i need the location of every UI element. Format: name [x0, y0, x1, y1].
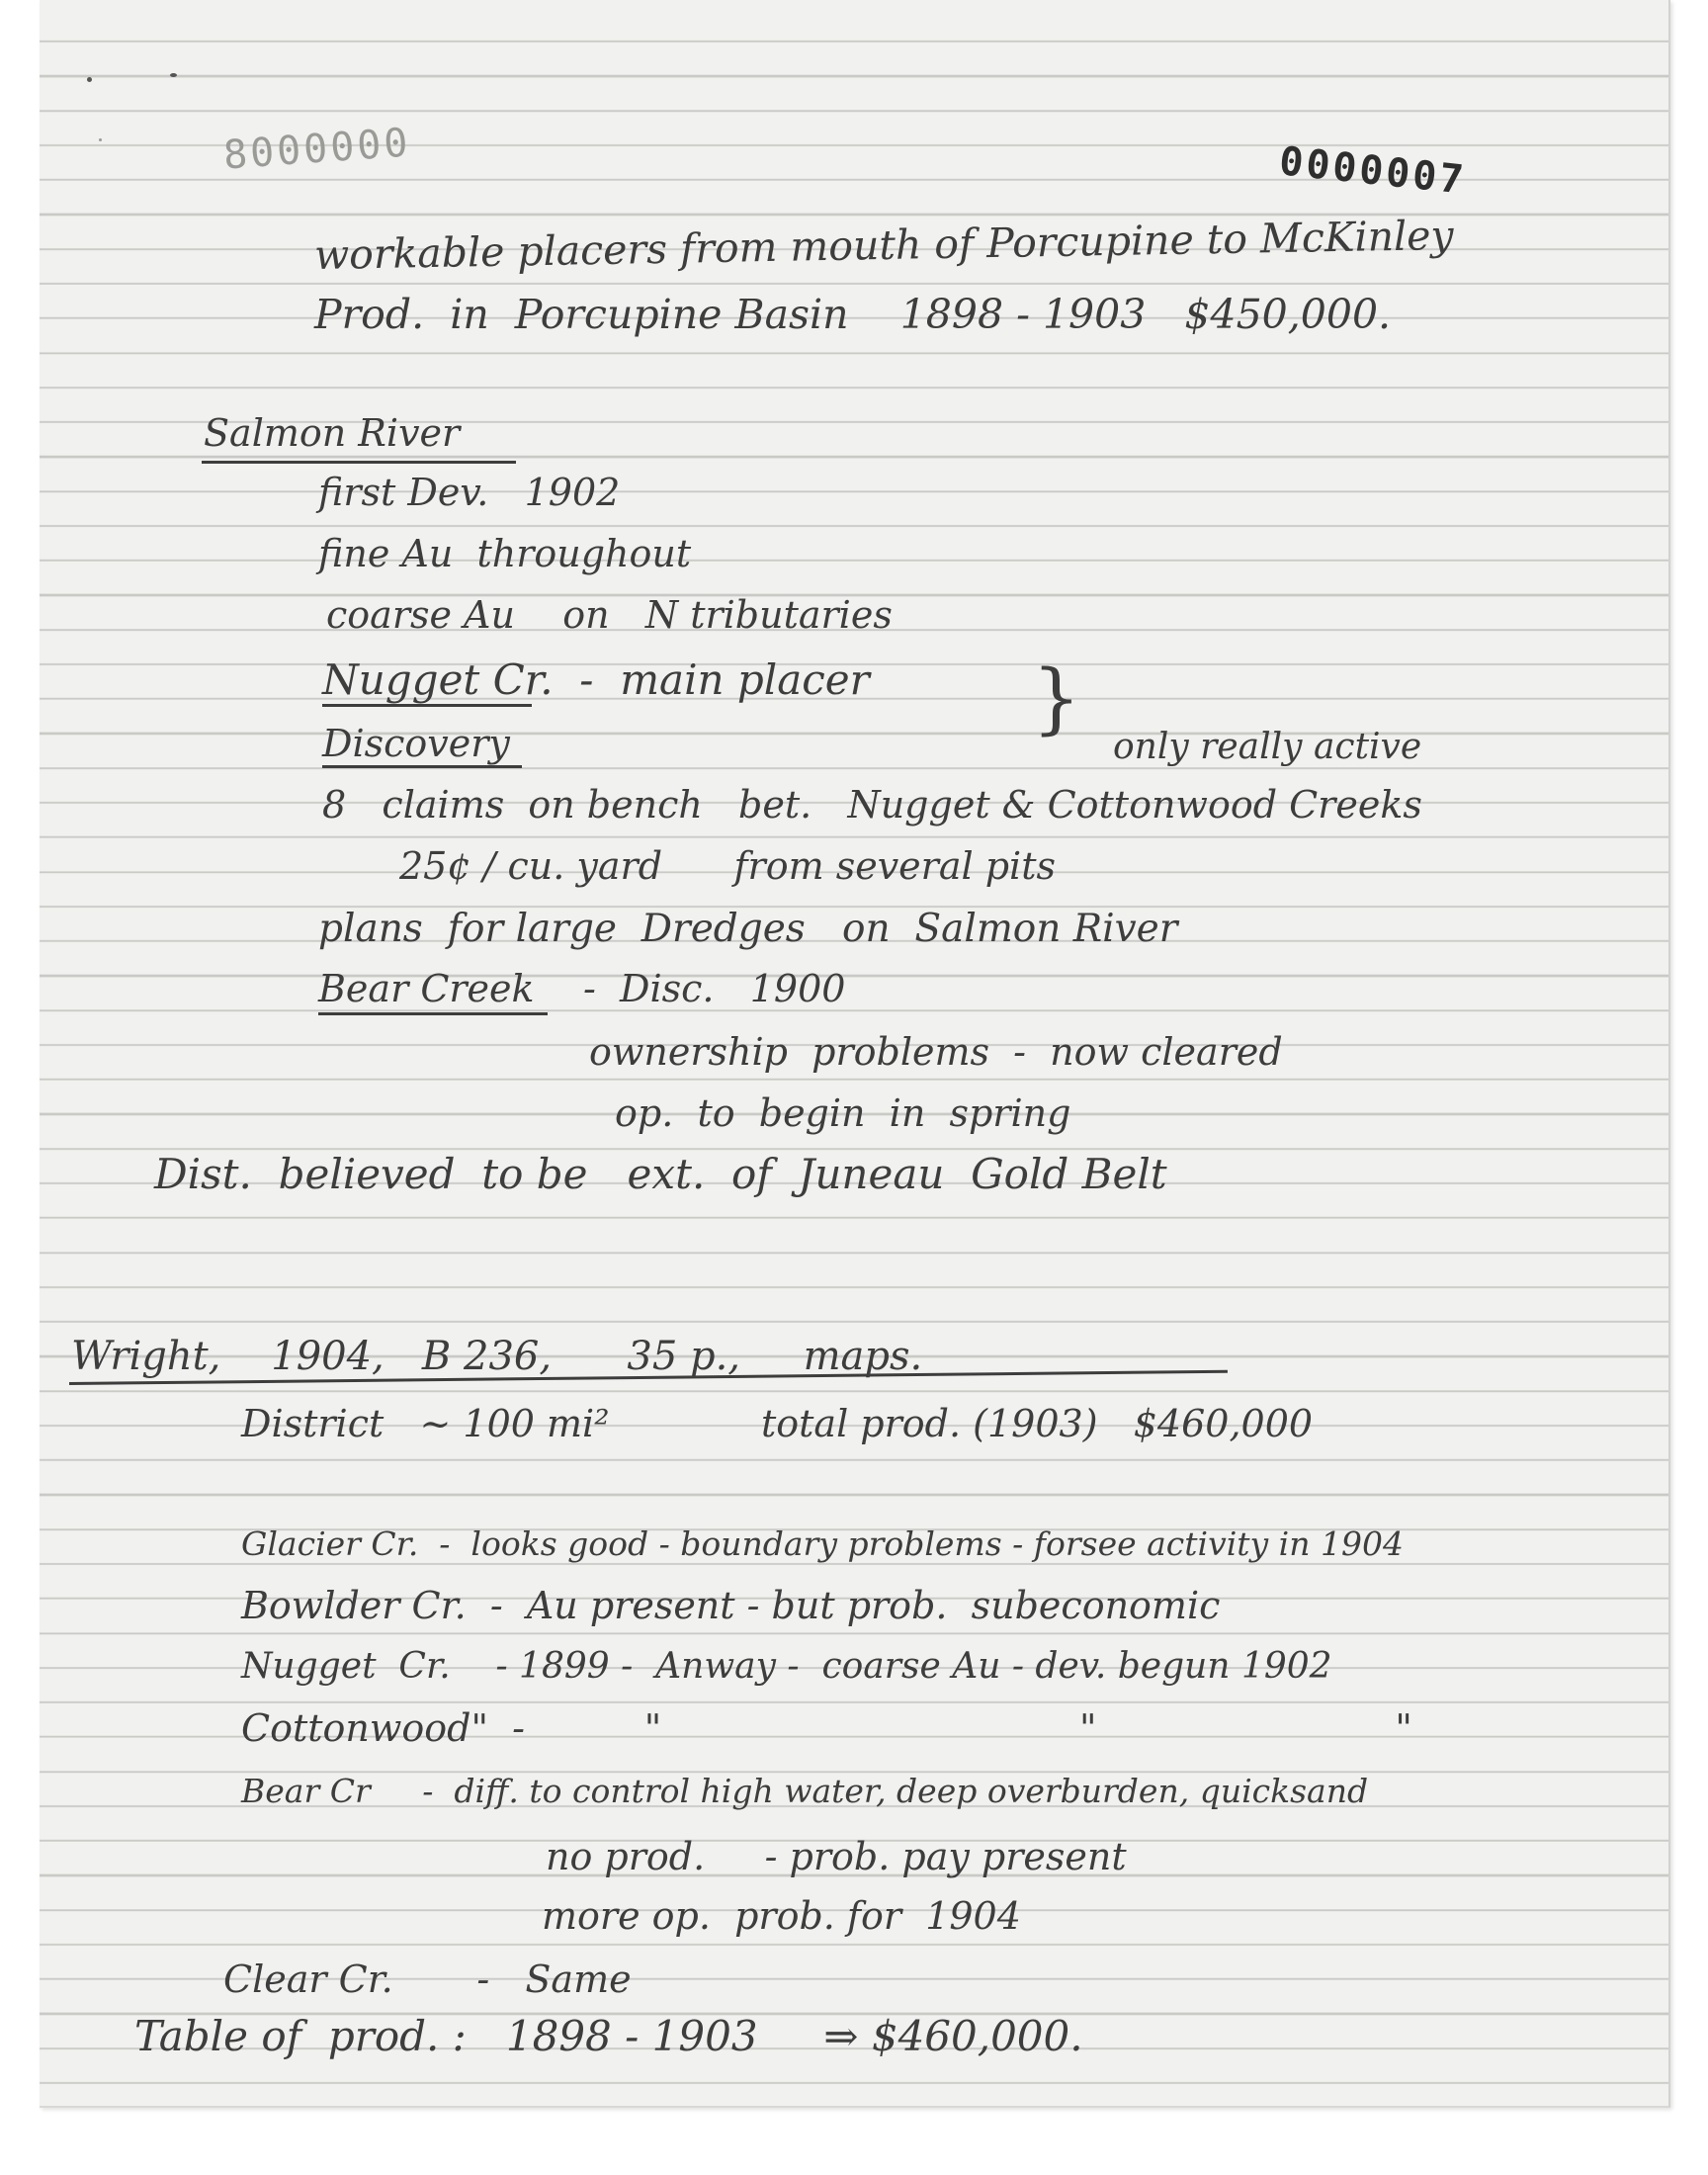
- note-line-bowlder-cr: Bowlder Cr. - Au present - but prob. subeconomic: [241, 1584, 1221, 1627]
- underline-discovery: [322, 765, 522, 768]
- ink-speck: [99, 138, 102, 141]
- notebook-page: [40, 0, 1670, 2108]
- note-line-eight-claims: 8 claims on bench bet. Nugget & Cottonwood Creeks: [322, 783, 1422, 826]
- note-line-coarse-au: coarse Au on N tributaries: [326, 593, 893, 637]
- note-line-bear-creek-disc: - Disc. 1900: [583, 967, 846, 1010]
- note-line-table-of-prod: Table of prod. : 1898 - 1903 ⇒ $460,000.: [134, 2012, 1083, 2060]
- note-line-discovery: Discovery: [322, 722, 510, 765]
- note-line-cents-per-yard: 25¢ / cu. yard from several pits: [399, 844, 1056, 888]
- note-line-ownership: ownership problems - now cleared: [589, 1030, 1283, 1074]
- note-line-clear-cr: Clear Cr. - Same: [223, 1958, 632, 2001]
- note-line-district-area: District ~ 100 mi²: [241, 1402, 610, 1445]
- page-number-stamp: 0000007: [1277, 138, 1469, 204]
- note-line-bear-cr-2: Bear Cr - diff. to control high water, deep overburden, quicksand: [241, 1772, 1369, 1810]
- note-line-workable-placers: workable placers from mouth of Porcupine to McKinley: [313, 211, 1454, 280]
- note-line-nugget-cr: Nugget Cr. - main placer: [322, 655, 870, 704]
- note-line-first-dev: first Dev. 1902: [318, 471, 621, 514]
- note-line-cottonwood: Cottonwood" - " " ": [241, 1706, 1412, 1750]
- note-line-op-begin: op. to begin in spring: [615, 1091, 1071, 1135]
- ink-speck: [87, 77, 92, 82]
- heading-salmon-river: Salmon River: [204, 411, 461, 455]
- underline-nugget-cr: [322, 704, 532, 707]
- note-line-dist-believed: Dist. believed to be ext. of Juneau Gold Belt: [154, 1150, 1167, 1198]
- note-line-glacier-cr: Glacier Cr. - looks good - boundary problems - forsee activity in 1904: [241, 1524, 1404, 1563]
- note-line-fine-au: fine Au throughout: [318, 532, 692, 575]
- note-line-total-prod: total prod. (1903) $460,000: [761, 1402, 1314, 1445]
- note-line-no-prod: no prod. - prob. pay present: [546, 1835, 1127, 1878]
- note-line-plans-dredges: plans for large Dredges on Salmon River: [318, 907, 1178, 951]
- note-line-only-really-active: only really active: [1113, 727, 1422, 767]
- note-line-nugget-cr-2: Nugget Cr. - 1899 - Anway - coarse Au - dev. begun 1902: [241, 1646, 1332, 1687]
- brace-symbol: }: [1032, 654, 1081, 743]
- note-line-bear-creek: Bear Creek: [318, 967, 535, 1010]
- note-line-prod-porcupine: Prod. in Porcupine Basin 1898 - 1903 $450,000.: [314, 291, 1392, 338]
- underline-bear-creek: [318, 1012, 548, 1015]
- faded-stamp-number: 8000000: [221, 120, 412, 179]
- underline-salmon-river: [202, 461, 516, 464]
- ink-speck: [170, 73, 177, 77]
- heading-wright-reference: Wright, 1904, B 236, 35 p., maps.: [71, 1334, 923, 1379]
- note-line-more-op: more op. prob. for 1904: [542, 1894, 1021, 1938]
